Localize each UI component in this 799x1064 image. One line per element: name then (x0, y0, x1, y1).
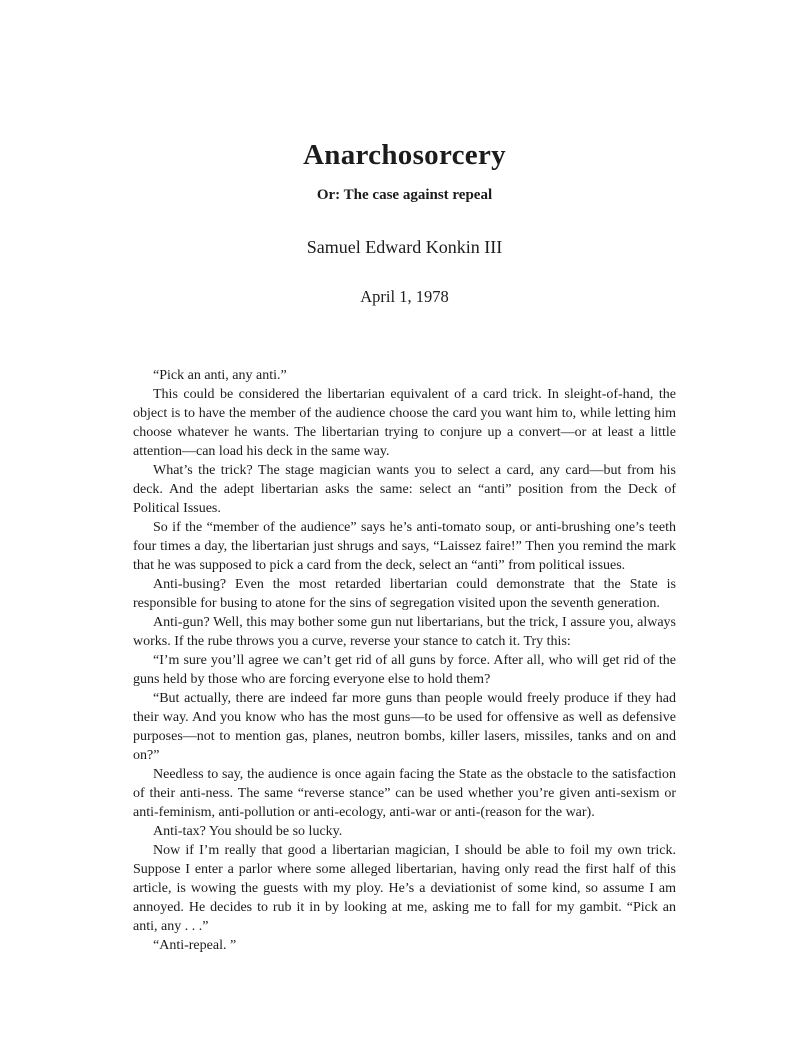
paragraph: Now if I’m really that good a libertarian magician, I should be able to foil my own trick. Suppose I enter a parlor where some alleged libertarian, having only read the first half of this article, is wowing the guests with my ploy. He’s a deviationist of some kind, so assume I am annoyed. He decides to rub it in by looking at me, asking me to fall for my gambit. “Pick an anti, any . . .” (133, 843, 676, 935)
document-author: Samuel Edward Konkin III (306, 237, 503, 258)
paragraph: Needless to say, the audience is once again facing the State as the obstacle to the satisfaction of their anti-ness. The same “reverse stance” can be used whether you’re given anti-sexism or anti-feminism, anti-pollution or anti-ecology, anti-war or anti-(reason for the war). (133, 767, 676, 821)
paragraph: “Pick an anti, any anti.” (153, 368, 287, 384)
document-header (133, 140, 676, 307)
article-body (133, 366, 676, 955)
paragraph: What’s the trick? The stage magician wants you to select a card, any card—but from his deck. And the adept libertarian asks the same: select an “anti” position from the Deck of Political Issues. (133, 463, 676, 517)
paragraph: “Anti-repeal. ” (153, 938, 237, 954)
document-subtitle: Or: The case against repeal (316, 187, 493, 204)
paragraph: Anti-busing? Even the most retarded libertarian could demonstrate that the State is responsible for busing to atone for the sins of segregation visited upon the seventh generation. (133, 577, 676, 612)
document-title: Anarchosorcery (303, 139, 506, 171)
paragraph: So if the “member of the audience” says he’s anti-tomato soup, or anti-brushing one’s teeth four times a day, the libertarian just shrugs and says, “Laissez faire!” Then you remind the mark that he was supposed to pick a card from the deck, select an “anti” from political issues. (133, 520, 676, 574)
paragraph: “I’m sure you’ll agree we can’t get rid of all guns by force. After all, who will get rid of the guns held by those who are forcing everyone else to hold them? (133, 653, 676, 688)
paragraph: Anti-gun? Well, this may bother some gun nut libertarians, but the trick, I assure you, always works. If the rube throws you a curve, reverse your stance to catch it. Try this: (133, 615, 676, 650)
paragraph: “But actually, there are indeed far more guns than people would freely produce if they had their way. And you know who has the most guns—to be used for offensive as well as defensive purposes—not to mention gas, planes, neutron bombs, killer lasers, missiles, tanks and on and on?” (133, 691, 676, 764)
paragraph: This could be considered the libertarian equivalent of a card trick. In sleight-of-hand, the object is to have the member of the audience choose the card you want him to, while letting him choose whatever he wants. The libertarian trying to conjure up a convert—or at least a little attention—can load his deck in the same way. (133, 387, 676, 460)
paragraph: Anti-tax? You should be so lucky. (153, 824, 343, 840)
document-date: April 1, 1978 (360, 287, 449, 307)
